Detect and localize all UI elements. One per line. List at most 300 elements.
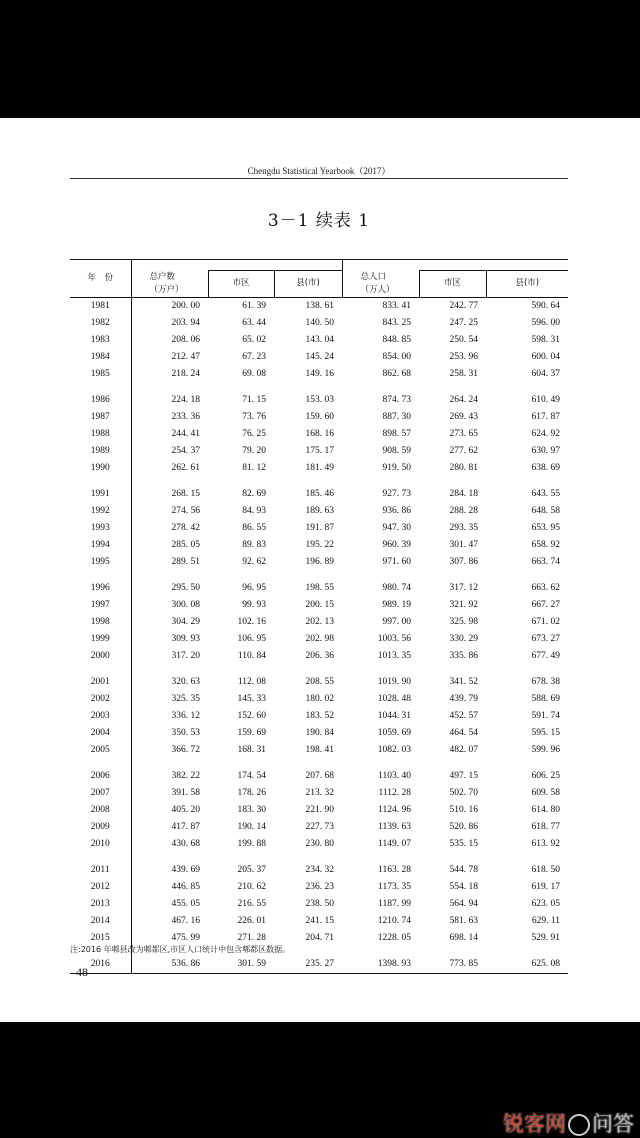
value-cell: 1124. 96	[378, 804, 412, 815]
value-cell: 207. 68	[305, 770, 335, 781]
value-cell: 341. 52	[449, 676, 479, 687]
value-cell: 671. 02	[531, 616, 561, 627]
value-cell: 221. 90	[305, 804, 335, 815]
value-cell: 497. 15	[449, 770, 479, 781]
group-spacer	[70, 384, 568, 392]
value-cell: 73. 76	[242, 411, 266, 422]
table-row	[70, 648, 568, 665]
value-cell: 887. 30	[382, 411, 412, 422]
table-row	[70, 443, 568, 460]
value-cell: 667. 27	[531, 599, 561, 610]
table-row	[70, 460, 568, 477]
value-cell: 274. 56	[171, 505, 200, 516]
value-cell: 927. 73	[382, 488, 412, 499]
value-cell: 300. 08	[171, 599, 200, 610]
value-cell: 262. 61	[171, 463, 200, 474]
value-cell: 110. 84	[237, 651, 266, 662]
value-cell: 617. 87	[531, 411, 561, 422]
value-cell: 330. 29	[449, 634, 479, 645]
value-cell: 609. 58	[531, 787, 561, 798]
year-cell: 2010	[70, 836, 131, 853]
value-cell: 520. 86	[449, 822, 479, 833]
value-cell: 82. 69	[242, 488, 266, 499]
group-spacer	[70, 666, 568, 674]
value-cell: 439. 69	[171, 864, 200, 875]
value-cell: 84. 93	[242, 505, 266, 516]
header-total-households: 总户数 （万户）	[131, 271, 208, 298]
value-cell: 235. 27	[274, 956, 342, 974]
value-cell: 86. 55	[242, 522, 266, 533]
value-cell: 277. 62	[449, 446, 479, 457]
value-cell: 862. 68	[382, 369, 412, 380]
value-cell: 588. 69	[531, 693, 561, 704]
value-cell: 325. 98	[449, 616, 479, 627]
value-cell: 455. 05	[171, 899, 200, 909]
value-cell: 613. 92	[531, 839, 561, 850]
value-cell: 254. 37	[171, 446, 200, 457]
value-cell: 898. 57	[382, 428, 412, 439]
table-row	[70, 392, 568, 409]
value-cell: 325. 35	[171, 693, 200, 704]
value-cell: 180. 02	[305, 693, 335, 704]
value-cell: 321. 92	[449, 599, 479, 610]
value-cell: 624. 92	[531, 428, 561, 439]
value-cell: 112. 08	[237, 676, 266, 687]
value-cell: 195. 22	[305, 540, 335, 551]
value-cell: 79. 20	[242, 446, 266, 457]
value-cell: 288. 28	[449, 505, 479, 516]
table-row	[70, 554, 568, 571]
value-cell: 1112. 28	[378, 787, 412, 798]
table-row	[70, 768, 568, 785]
value-cell: 1019. 90	[377, 676, 412, 687]
value-cell: 199. 88	[237, 839, 266, 850]
value-cell: 212. 47	[171, 352, 200, 363]
value-cell: 439. 79	[449, 693, 479, 704]
value-cell: 848. 85	[382, 334, 412, 345]
year-cell: 1985	[70, 366, 131, 383]
value-cell: 143. 04	[305, 334, 335, 345]
value-cell: 1187. 99	[378, 899, 412, 909]
value-cell: 99. 93	[242, 599, 266, 610]
group-spacer	[70, 478, 568, 486]
value-cell: 564. 94	[449, 899, 479, 909]
value-cell: 200. 15	[305, 599, 335, 610]
value-cell: 198. 55	[305, 582, 335, 593]
value-cell: 189. 63	[305, 505, 335, 516]
table-row	[70, 297, 568, 315]
value-cell: 301. 59	[208, 956, 274, 974]
value-cell: 92. 62	[242, 557, 266, 568]
header-households-top	[131, 260, 342, 271]
value-cell: 619. 17	[531, 881, 561, 892]
value-cell: 604. 37	[531, 369, 561, 380]
value-cell: 196. 89	[305, 557, 335, 568]
value-cell: 236. 23	[305, 881, 335, 892]
group-spacer	[70, 854, 568, 862]
value-cell: 203. 94	[171, 317, 200, 328]
value-cell: 335. 86	[449, 651, 479, 662]
year-cell: 1981	[70, 297, 131, 315]
value-cell: 241. 15	[305, 916, 335, 927]
year-cell: 2013	[70, 896, 131, 913]
value-cell: 502. 70	[449, 787, 479, 798]
value-cell: 464. 54	[449, 728, 479, 739]
table-row	[70, 674, 568, 691]
year-cell: 2014	[70, 913, 131, 930]
value-cell: 285. 05	[171, 540, 200, 551]
table-row	[70, 332, 568, 349]
value-cell: 960. 39	[382, 540, 412, 551]
value-cell: 309. 93	[171, 634, 200, 645]
value-cell: 106. 95	[237, 634, 266, 645]
table-body	[70, 297, 568, 973]
table-row	[70, 836, 568, 853]
table-row	[70, 691, 568, 708]
table-row	[70, 862, 568, 879]
value-cell: 69. 08	[242, 369, 266, 380]
value-cell: 936. 86	[382, 505, 412, 516]
group-spacer	[70, 760, 568, 768]
value-cell: 919. 50	[382, 463, 412, 474]
value-cell: 989. 19	[382, 599, 412, 610]
year-cell: 1983	[70, 332, 131, 349]
year-cell: 1987	[70, 409, 131, 426]
table-row	[70, 785, 568, 802]
year-cell: 2005	[70, 742, 131, 759]
value-cell: 304. 29	[171, 616, 200, 627]
year-cell: 1996	[70, 580, 131, 597]
value-cell: 268. 15	[171, 488, 200, 499]
value-cell: 174. 54	[237, 770, 266, 781]
value-cell: 89. 83	[242, 540, 266, 551]
value-cell: 202. 98	[305, 634, 335, 645]
value-cell: 208. 55	[305, 676, 335, 687]
table-title: 3－1 续表 1	[267, 211, 371, 231]
table-row	[70, 742, 568, 759]
value-cell: 181. 49	[305, 463, 335, 474]
value-cell: 234. 32	[305, 864, 335, 875]
value-cell: 293. 35	[449, 522, 479, 533]
header-households-city: 市区	[208, 271, 274, 298]
year-cell: 1992	[70, 503, 131, 520]
value-cell: 204. 71	[305, 933, 335, 944]
value-cell: 874. 73	[382, 394, 412, 405]
value-cell: 183. 30	[237, 804, 266, 815]
value-cell: 152. 60	[237, 710, 266, 721]
value-cell: 663. 74	[531, 557, 561, 568]
value-cell: 96. 95	[242, 582, 266, 593]
value-cell: 159. 60	[305, 411, 335, 422]
value-cell: 253. 96	[449, 352, 479, 363]
value-cell: 610. 49	[531, 394, 561, 405]
value-cell: 366. 72	[171, 745, 200, 756]
header-population-top	[342, 260, 568, 271]
value-cell: 269. 43	[449, 411, 479, 422]
value-cell: 1028. 48	[377, 693, 412, 704]
year-cell: 2012	[70, 879, 131, 896]
value-cell: 638. 69	[531, 463, 561, 474]
value-cell: 536. 86	[131, 956, 208, 974]
table-row	[70, 819, 568, 836]
table-row	[70, 913, 568, 930]
table-row	[70, 956, 568, 974]
value-cell: 971. 60	[382, 557, 412, 568]
value-cell: 618. 50	[531, 864, 561, 875]
value-cell: 581. 63	[449, 916, 479, 927]
table-row	[70, 879, 568, 896]
value-cell: 591. 74	[531, 710, 561, 721]
value-cell: 430. 68	[171, 839, 200, 850]
value-cell: 658. 92	[531, 540, 561, 551]
value-cell: 947. 30	[382, 522, 412, 533]
value-cell: 159. 69	[237, 728, 266, 739]
year-cell: 1982	[70, 315, 131, 332]
value-cell: 1139. 63	[378, 822, 412, 833]
value-cell: 284. 18	[449, 488, 479, 499]
year-cell: 2008	[70, 802, 131, 819]
table-row	[70, 315, 568, 332]
table-row	[70, 486, 568, 503]
table-row	[70, 580, 568, 597]
value-cell: 71. 15	[242, 394, 266, 405]
value-cell: 535. 15	[449, 839, 479, 850]
value-cell: 140. 50	[305, 317, 335, 328]
value-cell: 191. 87	[305, 522, 335, 533]
value-cell: 295. 50	[171, 582, 200, 593]
year-cell: 1988	[70, 426, 131, 443]
value-cell: 206. 36	[305, 651, 335, 662]
year-cell: 1989	[70, 443, 131, 460]
value-cell: 198. 41	[305, 745, 335, 756]
value-cell: 250. 54	[449, 334, 479, 345]
running-head: Chengdu Statistical Yearbook（2017）	[247, 166, 391, 176]
value-cell: 230. 80	[305, 839, 335, 850]
value-cell: 510. 16	[449, 804, 479, 815]
table-row	[70, 802, 568, 819]
value-cell: 153. 03	[305, 394, 335, 405]
value-cell: 185. 46	[305, 488, 335, 499]
value-cell: 102. 16	[237, 616, 266, 627]
value-cell: 643. 55	[531, 488, 561, 499]
value-cell: 226. 01	[237, 916, 266, 927]
value-cell: 1082. 03	[377, 745, 412, 756]
year-cell: 1991	[70, 486, 131, 503]
value-cell: 1059. 69	[377, 728, 412, 739]
value-cell: 210. 62	[237, 881, 266, 892]
value-cell: 271. 28	[237, 933, 266, 944]
year-cell: 2015	[70, 930, 131, 947]
watermark-text: 锐客网	[503, 1112, 566, 1136]
value-cell: 213. 32	[305, 787, 335, 798]
value-cell: 391. 58	[171, 787, 200, 798]
value-cell: 224. 18	[171, 394, 200, 405]
year-cell: 1995	[70, 554, 131, 571]
book-page	[0, 118, 640, 1022]
value-cell: 1173. 35	[378, 881, 412, 892]
value-cell: 467. 16	[171, 916, 200, 927]
value-cell: 227. 73	[305, 822, 335, 833]
value-cell: 149. 16	[305, 369, 335, 380]
value-cell: 625. 08	[486, 956, 568, 974]
value-cell: 138. 61	[305, 300, 335, 311]
value-cell: 600. 04	[531, 352, 561, 363]
year-cell: 2004	[70, 725, 131, 742]
value-cell: 178. 26	[237, 787, 266, 798]
value-cell: 482. 07	[449, 745, 479, 756]
year-cell: 2009	[70, 819, 131, 836]
header-population-city: 市区	[419, 271, 486, 298]
year-cell: 2000	[70, 648, 131, 665]
value-cell: 773. 85	[419, 956, 486, 974]
year-cell: 1986	[70, 392, 131, 409]
value-cell: 1163. 28	[378, 864, 412, 875]
value-cell: 417. 87	[171, 822, 200, 833]
value-cell: 678. 38	[531, 676, 561, 687]
value-cell: 1149. 07	[378, 839, 412, 850]
value-cell: 648. 58	[531, 505, 561, 516]
value-cell: 336. 12	[171, 710, 200, 721]
value-cell: 1398. 93	[342, 956, 419, 974]
value-cell: 598. 31	[531, 334, 561, 345]
value-cell: 145. 24	[305, 352, 335, 363]
value-cell: 202. 13	[305, 616, 335, 627]
value-cell: 244. 41	[171, 428, 200, 439]
value-cell: 200. 00	[171, 300, 200, 311]
watermark-text-2: 问答	[592, 1112, 634, 1136]
value-cell: 596. 00	[531, 317, 561, 328]
value-cell: 663. 62	[531, 582, 561, 593]
table-row	[70, 725, 568, 742]
value-cell: 247. 25	[449, 317, 479, 328]
year-cell: 2003	[70, 708, 131, 725]
table-row	[70, 537, 568, 554]
value-cell: 168. 16	[305, 428, 335, 439]
value-cell: 242. 77	[449, 300, 479, 311]
value-cell: 623. 05	[531, 899, 561, 909]
value-cell: 216. 55	[237, 899, 266, 909]
value-cell: 475. 99	[171, 933, 200, 944]
year-cell: 2002	[70, 691, 131, 708]
value-cell: 1210. 74	[377, 916, 412, 927]
table-row	[70, 503, 568, 520]
table-row	[70, 614, 568, 631]
table-row	[70, 426, 568, 443]
table-row	[70, 708, 568, 725]
watermark-logo-icon	[568, 1114, 590, 1136]
value-cell: 301. 47	[449, 540, 479, 551]
value-cell: 238. 50	[305, 899, 335, 909]
value-cell: 280. 81	[449, 463, 479, 474]
value-cell: 233. 36	[171, 411, 200, 422]
value-cell: 307. 86	[449, 557, 479, 568]
value-cell: 554. 18	[449, 881, 479, 892]
year-cell: 2001	[70, 674, 131, 691]
value-cell: 698. 14	[449, 933, 479, 944]
value-cell: 190. 84	[305, 728, 335, 739]
value-cell: 452. 57	[449, 710, 479, 721]
value-cell: 629. 11	[531, 916, 561, 927]
value-cell: 258. 31	[449, 369, 479, 380]
year-cell: 2006	[70, 768, 131, 785]
table-row	[70, 631, 568, 648]
year-cell: 1994	[70, 537, 131, 554]
value-cell: 653. 95	[531, 522, 561, 533]
group-spacer	[70, 572, 568, 580]
value-cell: 1013. 35	[377, 651, 412, 662]
value-cell: 218. 24	[171, 369, 200, 380]
value-cell: 446. 85	[171, 881, 200, 892]
value-cell: 175. 17	[305, 446, 335, 457]
value-cell: 289. 51	[171, 557, 200, 568]
value-cell: 278. 42	[171, 522, 200, 533]
value-cell: 317. 20	[171, 651, 200, 662]
value-cell: 529. 91	[531, 933, 561, 944]
header-rule	[70, 178, 568, 179]
value-cell: 1228. 05	[377, 933, 412, 944]
value-cell: 145. 33	[237, 693, 266, 704]
table-row	[70, 349, 568, 366]
year-cell: 2011	[70, 862, 131, 879]
value-cell: 76. 25	[242, 428, 266, 439]
value-cell: 843. 25	[382, 317, 412, 328]
value-cell: 614. 80	[531, 804, 561, 815]
value-cell: 595. 15	[531, 728, 561, 739]
value-cell: 599. 96	[531, 745, 561, 756]
value-cell: 405. 20	[171, 804, 200, 815]
year-cell: 2007	[70, 785, 131, 802]
table-row	[70, 366, 568, 383]
value-cell: 833. 41	[382, 300, 412, 311]
statistics-table	[70, 259, 568, 974]
value-cell: 67. 23	[242, 352, 266, 363]
value-cell: 190. 14	[237, 822, 266, 833]
year-cell: 1999	[70, 631, 131, 648]
table-row	[70, 520, 568, 537]
table-note: 注:2016 年郫县改为郫都区,市区人口统计中包含郫都区数据。	[70, 945, 291, 954]
value-cell: 350. 53	[171, 728, 200, 739]
value-cell: 1003. 56	[377, 634, 412, 645]
value-cell: 65. 02	[242, 334, 266, 345]
value-cell: 618. 77	[531, 822, 561, 833]
value-cell: 320. 63	[171, 676, 200, 687]
value-cell: 1044. 31	[377, 710, 412, 721]
header-total-population: 总人口 （万人）	[342, 271, 419, 298]
value-cell: 205. 37	[237, 864, 266, 875]
value-cell: 317. 12	[449, 582, 479, 593]
value-cell: 1103. 40	[378, 770, 412, 781]
value-cell: 673. 27	[531, 634, 561, 645]
year-cell: 1990	[70, 460, 131, 477]
year-cell: 1998	[70, 614, 131, 631]
table-row	[70, 896, 568, 913]
header-population-county: 县(市)	[486, 271, 568, 298]
year-cell: 1997	[70, 597, 131, 614]
header-households-county: 县(市)	[274, 271, 342, 298]
value-cell: 61. 39	[242, 300, 266, 311]
table-row	[70, 597, 568, 614]
value-cell: 606. 25	[531, 770, 561, 781]
value-cell: 997. 00	[382, 616, 412, 627]
value-cell: 168. 31	[237, 745, 266, 756]
table-row	[70, 409, 568, 426]
value-cell: 908. 59	[382, 446, 412, 457]
value-cell: 854. 00	[382, 352, 412, 363]
value-cell: 980. 74	[382, 582, 412, 593]
value-cell: 273. 65	[449, 428, 479, 439]
value-cell: 630. 97	[531, 446, 561, 457]
value-cell: 677. 49	[531, 651, 561, 662]
